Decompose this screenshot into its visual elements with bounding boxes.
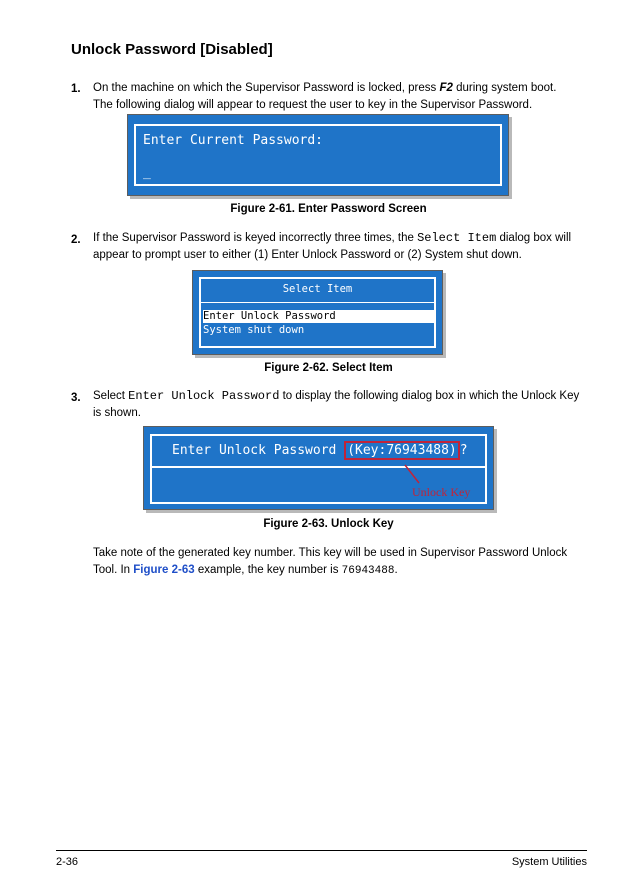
step-2-number: 2. [71,234,81,246]
note-key-number: 76943488 [341,565,395,577]
note-line1: Take note of the generated key number. This key will be used in Supervisor Password Unlock [93,547,568,559]
enter-password-prompt: Enter Current Password: [143,133,324,148]
note-line2-pre: Tool. In [93,564,134,576]
step-3-code: Enter Unlock Password [128,389,280,403]
step-3-text [93,388,593,422]
footer-section-title: System Utilities [511,856,587,868]
step-1-key: F2 [439,82,453,94]
step-2-line1-pre: If the Supervisor Password is keyed incorrectly three times, the [93,232,418,244]
password-cursor[interactable]: _ [143,165,151,180]
note-line2-end: . [394,564,398,576]
unlock-key-value: (Key:76943488) [344,441,460,460]
step-1-number: 1. [71,83,81,95]
note-paragraph [93,545,613,580]
step-2-line1-post: dialog box will [496,232,572,244]
unlock-key-dialog [143,426,494,510]
section-heading: Unlock Password [Disabled] [71,41,273,58]
step-2-code: Select Item [417,231,497,245]
figure-2-61-caption: Figure 2-61. Enter Password Screen [230,203,427,215]
step-3-line1-post: to display the following dialog box in which the Unlock Key [279,390,580,402]
unlock-key-annotation: Unlock Key [412,485,471,499]
step-1-line1-post: during system boot. [452,82,557,94]
footer-rule [56,850,587,851]
annotation-arrow-icon [399,463,429,487]
figure-2-63-link[interactable]: Figure 2-63 [133,564,195,576]
note-line2-mid: example, the key number is [194,564,342,576]
step-1-line1-pre: On the machine on which the Supervisor Password is locked, press [93,82,440,94]
step-1-text [93,80,593,114]
step-3-line2: is shown. [93,407,141,419]
figure-2-62-caption: Figure 2-62. Select Item [264,362,393,374]
step-3-line1-pre: Select [93,390,129,402]
enter-password-dialog [127,114,509,196]
footer-page-number: 2-36 [56,856,79,868]
unlock-key-divider [152,466,485,468]
option-enter-unlock-password[interactable]: Enter Unlock Password [203,310,435,323]
step-1-line2: The following dialog will appear to request the user to key in the Supervisor Password. [93,99,533,111]
select-item-divider [201,302,434,303]
select-item-dialog [192,270,443,355]
option-system-shut-down[interactable]: System shut down [203,324,305,336]
step-2-line2: appear to prompt user to either (1) Enter Unlock Password or (2) System shut down. [93,249,522,261]
step-2-text [93,230,593,264]
unlock-key-prompt-line [172,443,468,458]
figure-2-63-caption: Figure 2-63. Unlock Key [263,518,394,530]
unlock-key-suffix: ? [459,443,468,458]
step-3-number: 3. [71,392,81,404]
unlock-key-prompt: Enter Unlock Password [172,443,345,458]
select-item-title: Select Item [282,283,353,295]
